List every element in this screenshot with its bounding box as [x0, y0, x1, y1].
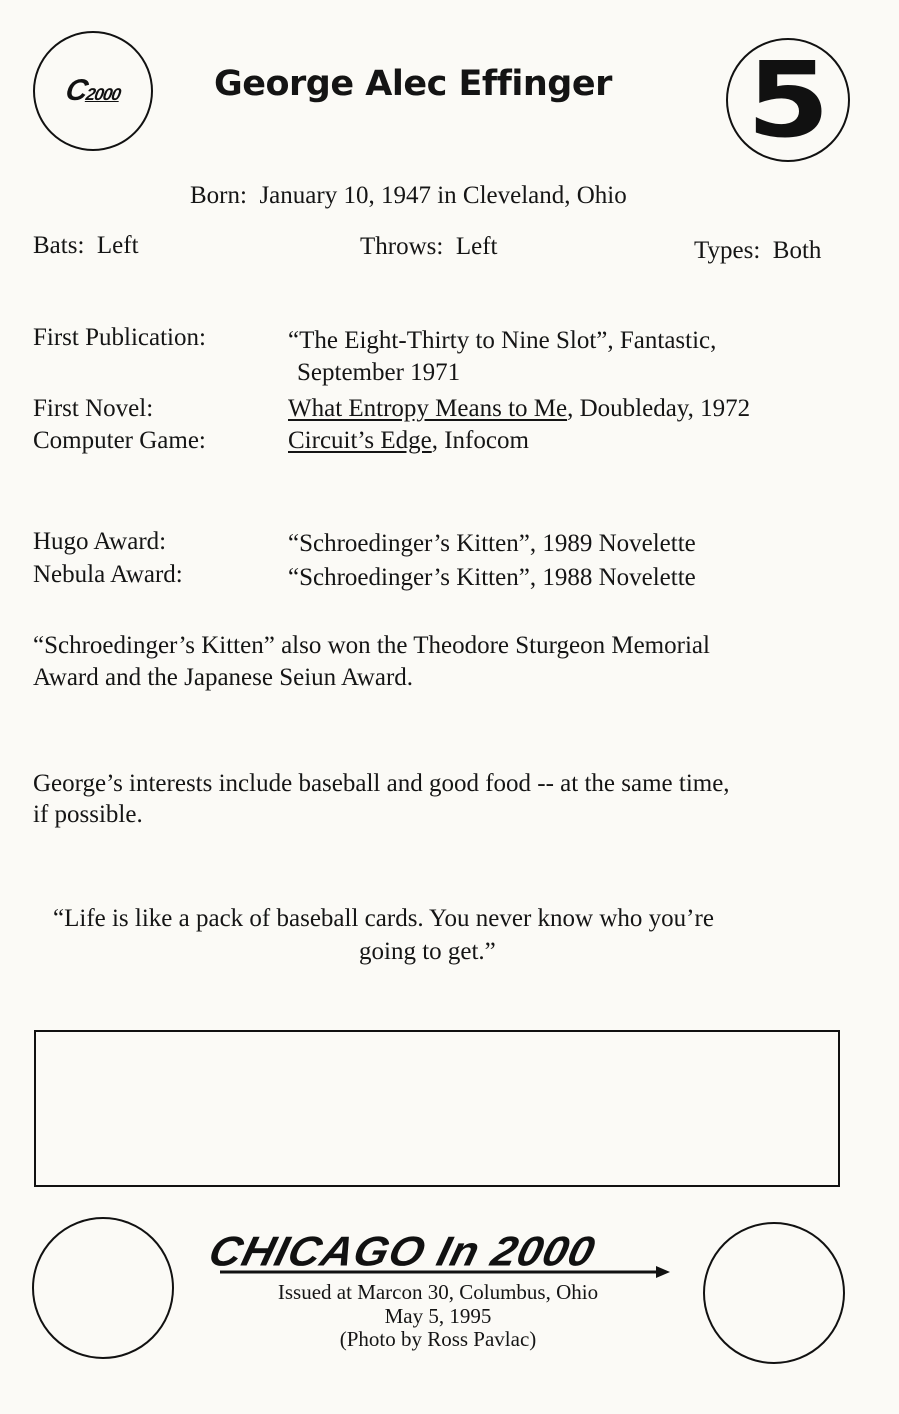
nebula-award-value: “Schroedinger’s Kitten”, 1988 Novelette: [288, 564, 696, 591]
bats-stat: [33, 230, 139, 262]
logo-text-small: 2000: [84, 85, 122, 104]
bats-value: Left: [96, 232, 139, 259]
card-title: George Alec Effinger: [214, 64, 612, 104]
computer-game-value: [288, 425, 529, 457]
types-stat: [694, 235, 821, 267]
throws-value: Left: [455, 233, 498, 260]
issued-date: May 5, 1995: [384, 1304, 492, 1328]
computer-game-label: Computer Game:: [33, 427, 206, 454]
logo-text: C: [62, 74, 90, 107]
types-value: Both: [772, 237, 822, 264]
chicago-logo-text: CHICAGO In 2000: [204, 1228, 601, 1275]
c2000-logo: [33, 31, 153, 151]
computer-game-publisher: , Infocom: [431, 427, 529, 454]
first-novel-value: [288, 393, 750, 425]
born-row: [190, 180, 627, 212]
first-novel-publisher: , Doubleday, 1972: [567, 395, 751, 422]
bats-label: Bats:: [33, 232, 85, 259]
interests-line1: George’s interests include baseball and good food -- at the same time,: [33, 770, 730, 797]
types-label: Types:: [694, 237, 761, 264]
first-novel-label: First Novel:: [33, 395, 154, 422]
quote-line1: “Life is like a pack of baseball cards. You never know who you’re: [53, 905, 714, 932]
kitten-note-line2: Award and the Japanese Seiun Award.: [33, 664, 414, 691]
issued-line: Issued at Marcon 30, Columbus, Ohio: [277, 1280, 599, 1304]
first-publication-value: “The Eight-Thirty to Nine Slot”, Fantastic,: [288, 327, 717, 354]
throws-stat: [360, 231, 497, 263]
first-novel-title: What Entropy Means to Me: [288, 395, 568, 422]
born-value: January 10, 1947 in Cleveland, Ohio: [259, 182, 627, 209]
hugo-award-label: Hugo Award:: [33, 528, 167, 555]
nebula-award-label: Nebula Award:: [33, 561, 183, 588]
born-label: Born:: [190, 182, 247, 209]
chicago-in-2000-logo: [204, 1226, 680, 1278]
computer-game-title: Circuit’s Edge: [288, 427, 432, 454]
chicago-logo-arrow: [210, 1226, 680, 1278]
interests-line2: if possible.: [33, 801, 143, 828]
card-number: 5: [746, 39, 830, 161]
first-publication-label: First Publication:: [33, 324, 206, 351]
card-number-badge: [726, 38, 850, 162]
hugo-award-value: “Schroedinger’s Kitten”, 1989 Novelette: [288, 530, 696, 557]
photo-credit: (Photo by Ross Pavlac): [339, 1327, 537, 1351]
quote-line2: going to get.”: [359, 938, 496, 965]
first-publication-value-cont: September 1971: [297, 359, 461, 386]
throws-label: Throws:: [360, 233, 444, 260]
kitten-note-line1: “Schroedinger’s Kitten” also won the Theodore Sturgeon Memorial: [33, 632, 710, 659]
signature-box: [34, 1030, 840, 1187]
